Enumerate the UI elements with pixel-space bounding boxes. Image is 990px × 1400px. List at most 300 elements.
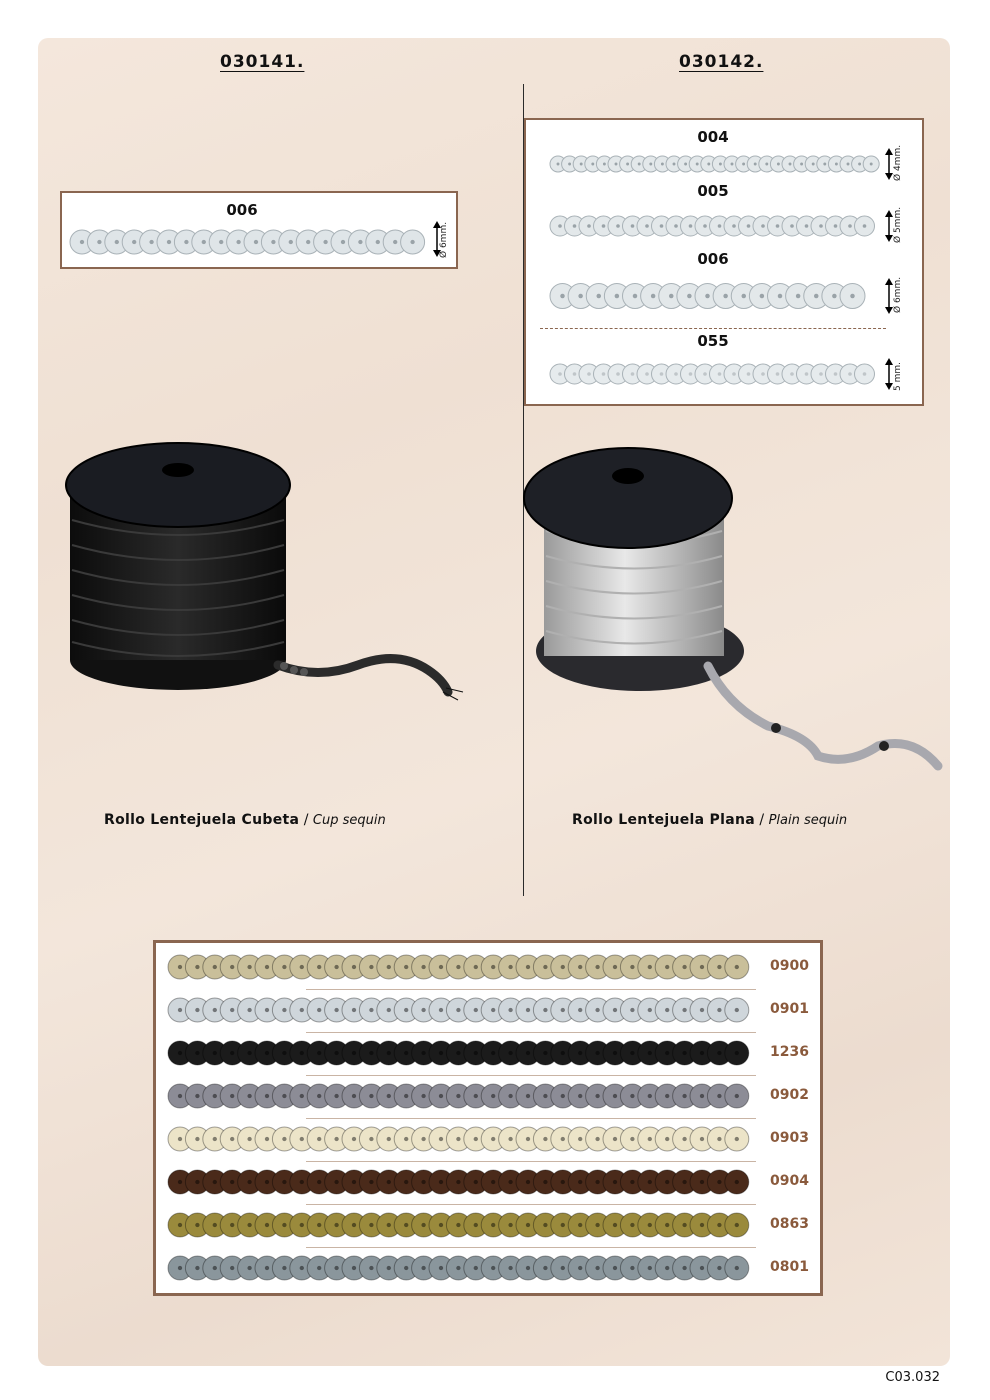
sequin-hole <box>703 224 707 228</box>
sequin-hole <box>80 240 84 244</box>
sequin-hole <box>404 1051 408 1055</box>
sequin-hole <box>213 1180 217 1184</box>
sequin-hole <box>404 965 408 969</box>
sequin-hole <box>439 1180 443 1184</box>
sequin-strip-005 <box>550 214 882 238</box>
sequin-hole <box>265 1137 269 1141</box>
sequin-hole <box>613 1008 617 1012</box>
sequin-hole <box>300 1266 304 1270</box>
dashed-separator <box>540 328 886 329</box>
sequin-hole <box>334 1008 338 1012</box>
sequin-hole <box>230 1094 234 1098</box>
sequin-hole <box>410 240 414 244</box>
sequin-hole <box>790 224 794 228</box>
sequin-hole <box>595 1094 599 1098</box>
product-code-right: 030142. <box>679 52 764 72</box>
sequin-hole <box>603 163 606 166</box>
sequin-hole <box>651 294 656 299</box>
sequin-hole <box>439 1094 443 1098</box>
sequin-hole <box>543 1051 547 1055</box>
sequin-hole <box>597 294 602 299</box>
sequin-hole <box>717 965 721 969</box>
sequin-hole <box>682 1008 686 1012</box>
sequin-hole <box>800 163 803 166</box>
sequin-hole <box>289 240 293 244</box>
sequin-hole <box>317 1008 321 1012</box>
sequin-hole <box>369 1266 373 1270</box>
sequin-hole <box>718 372 722 376</box>
sequin-hole <box>561 1008 565 1012</box>
sequin-hole <box>832 294 837 299</box>
sequin-hole <box>178 1180 182 1184</box>
sequin-hole <box>167 240 171 244</box>
sequin-hole <box>747 372 751 376</box>
sequin-hole <box>421 1223 425 1227</box>
sequin-hole <box>491 1180 495 1184</box>
sequin-hole <box>508 1223 512 1227</box>
color-sequin-strip <box>168 1168 760 1196</box>
sequin-hole <box>665 1266 669 1270</box>
sequin-hole <box>717 1180 721 1184</box>
sequin-hole <box>247 1051 251 1055</box>
sequin-hole <box>526 1137 530 1141</box>
sequin-hole <box>474 1180 478 1184</box>
sequin-hole <box>369 1223 373 1227</box>
sequin-hole <box>613 965 617 969</box>
sequin-hole <box>265 1051 269 1055</box>
sequin-hole <box>707 163 710 166</box>
sequin-hole <box>376 240 380 244</box>
sequin-hole <box>508 1266 512 1270</box>
sequin-hole <box>735 965 739 969</box>
product-code-left: 030141. <box>220 52 305 72</box>
sequin-hole <box>754 163 757 166</box>
sequin-hole <box>561 1051 565 1055</box>
color-sequin-strip <box>168 1254 760 1282</box>
sequin-hole <box>491 1051 495 1055</box>
caption-right-title: Rollo Lentejuela Plana <box>572 812 755 828</box>
sequin-hole <box>595 1223 599 1227</box>
sequin-hole <box>591 163 594 166</box>
sequin-hole <box>602 224 606 228</box>
sequin-hole <box>97 240 101 244</box>
sequin-hole <box>543 1266 547 1270</box>
sequin-hole <box>387 1223 391 1227</box>
sequin-strip-006 <box>550 282 882 310</box>
sequin-hole <box>352 965 356 969</box>
sequin-hole <box>300 1094 304 1098</box>
sequin-hole <box>578 1266 582 1270</box>
row-separator <box>306 1032 756 1033</box>
sequin-hole <box>631 372 635 376</box>
sequin-hole <box>393 240 397 244</box>
sequin-hole <box>848 372 852 376</box>
sequin-hole <box>282 1137 286 1141</box>
page-number: C03.032 <box>885 1370 940 1385</box>
sequin-hole <box>178 1094 182 1098</box>
sample-label: 006 <box>226 201 258 219</box>
sequin-hole <box>213 965 217 969</box>
sequin-hole <box>282 1094 286 1098</box>
color-sequin-strip <box>168 1039 760 1067</box>
sequin-hole <box>595 1180 599 1184</box>
sequin-hole <box>847 163 850 166</box>
sequin-hole <box>665 1008 669 1012</box>
sequin-hole <box>561 1180 565 1184</box>
sequin-hole <box>213 1137 217 1141</box>
sequin-hole <box>682 1223 686 1227</box>
sequin-hole <box>334 1180 338 1184</box>
sequin-hole <box>648 965 652 969</box>
sequin-hole <box>352 1223 356 1227</box>
sequin-hole <box>848 224 852 228</box>
sequin-hole <box>421 1094 425 1098</box>
sequin-hole <box>195 965 199 969</box>
sequin-hole <box>508 1051 512 1055</box>
sequin-hole <box>456 965 460 969</box>
sequin-hole <box>578 1223 582 1227</box>
sequin-hole <box>334 1051 338 1055</box>
sequin-hole <box>870 163 873 166</box>
sequin-hole <box>491 1223 495 1227</box>
sequin-hole <box>230 1051 234 1055</box>
sequin-hole <box>439 1223 443 1227</box>
sequin-hole <box>660 372 664 376</box>
sequin-hole <box>735 1137 739 1141</box>
sample-box-left <box>60 191 458 269</box>
sequin-hole <box>814 294 819 299</box>
sequin-hole <box>700 965 704 969</box>
sequin-hole <box>684 163 687 166</box>
sequin-hole <box>317 1137 321 1141</box>
sequin-hole <box>669 294 674 299</box>
sequin-hole <box>790 372 794 376</box>
sequin-hole <box>587 224 591 228</box>
sequin-hole <box>648 1008 652 1012</box>
sequin-hole <box>615 294 620 299</box>
sequin-hole <box>557 163 560 166</box>
sequin-hole <box>630 965 634 969</box>
sequin-hole <box>638 163 641 166</box>
sequin-hole <box>247 1223 251 1227</box>
caption-right <box>572 812 847 828</box>
sequin-hole <box>387 1008 391 1012</box>
sequin-hole <box>387 965 391 969</box>
sequin-hole <box>317 965 321 969</box>
sequin-hole <box>387 1051 391 1055</box>
sequin-hole <box>595 1051 599 1055</box>
sequin-hole <box>805 372 809 376</box>
color-sequin-strip <box>168 996 760 1024</box>
sequin-hole <box>682 1137 686 1141</box>
sample-label-006: 006 <box>697 250 729 268</box>
sequin-hole <box>735 1008 739 1012</box>
sequin-hole <box>776 372 780 376</box>
sequin-hole <box>352 1180 356 1184</box>
sequin-hole <box>717 1223 721 1227</box>
color-sequin-strip <box>168 1125 760 1153</box>
sequin-hole <box>195 1137 199 1141</box>
sequin-strip-silver <box>70 229 430 255</box>
row-separator <box>306 989 756 990</box>
sequin-hole <box>578 294 583 299</box>
sequin-hole <box>352 1051 356 1055</box>
sequin-hole <box>456 1223 460 1227</box>
color-code-label: 0900 <box>770 958 809 974</box>
sequin-hole <box>613 1223 617 1227</box>
sequin-hole <box>735 1266 739 1270</box>
sequin-hole <box>456 1180 460 1184</box>
sequin-hole <box>731 163 734 166</box>
sequin-hole <box>595 965 599 969</box>
sequin-hole <box>543 1137 547 1141</box>
sequin-hole <box>341 240 345 244</box>
sequin-hole <box>526 1223 530 1227</box>
sequin-hole <box>195 1180 199 1184</box>
sequin-hole <box>213 1008 217 1012</box>
sequin-hole <box>682 1051 686 1055</box>
sequin-hole <box>561 1266 565 1270</box>
sequin-hole <box>747 224 751 228</box>
sequin-hole <box>573 224 577 228</box>
sequin-hole <box>819 224 823 228</box>
sequin-hole <box>578 1094 582 1098</box>
sequin-hole <box>717 1008 721 1012</box>
sequin-hole <box>195 1051 199 1055</box>
sequin-hole <box>404 1266 408 1270</box>
sequin-hole <box>369 1008 373 1012</box>
row-separator <box>306 1161 756 1162</box>
color-sequin-strip <box>168 1211 760 1239</box>
sequin-hole <box>687 294 692 299</box>
sequin-hole <box>717 1051 721 1055</box>
sequin-hole <box>630 1094 634 1098</box>
sequin-hole <box>778 294 783 299</box>
sequin-hole <box>491 1008 495 1012</box>
sequin-hole <box>587 372 591 376</box>
sequin-hole <box>560 294 565 299</box>
sequin-hole <box>561 965 565 969</box>
sequin-hole <box>674 372 678 376</box>
sample-label-055: 055 <box>697 332 729 350</box>
sequin-hole <box>648 1266 652 1270</box>
sequin-hole <box>508 1180 512 1184</box>
sample-box-right <box>524 118 924 406</box>
sequin-hole <box>823 163 826 166</box>
sequin-hole <box>700 1223 704 1227</box>
sequin-hole <box>796 294 801 299</box>
sequin-hole <box>689 224 693 228</box>
sequin-hole <box>334 1223 338 1227</box>
sequin-hole <box>526 965 530 969</box>
sequin-hole <box>439 965 443 969</box>
sequin-hole <box>265 1094 269 1098</box>
color-swatches-panel <box>153 940 823 1296</box>
sequin-hole <box>352 1094 356 1098</box>
sequin-hole <box>660 224 664 228</box>
sequin-hole <box>616 372 620 376</box>
color-sequin-strip <box>168 953 760 981</box>
sequin-hole <box>613 1051 617 1055</box>
color-code-label: 0904 <box>770 1173 809 1189</box>
sequin-hole <box>630 1137 634 1141</box>
sequin-hole <box>561 1137 565 1141</box>
sequin-hole <box>474 1051 478 1055</box>
sequin-hole <box>178 1008 182 1012</box>
sequin-hole <box>317 1266 321 1270</box>
sequin-hole <box>230 1137 234 1141</box>
sequin-hole <box>456 1137 460 1141</box>
sequin-hole <box>317 1223 321 1227</box>
sequin-hole <box>387 1180 391 1184</box>
sequin-hole <box>682 1266 686 1270</box>
sequin-hole <box>195 1223 199 1227</box>
sequin-hole <box>254 240 258 244</box>
sequin-hole <box>665 1137 669 1141</box>
sequin-hole <box>665 1051 669 1055</box>
sequin-hole <box>508 1137 512 1141</box>
sequin-hole <box>178 965 182 969</box>
sequin-hole <box>369 1094 373 1098</box>
sequin-hole <box>334 1137 338 1141</box>
sequin-hole <box>178 1223 182 1227</box>
sequin-hole <box>282 1223 286 1227</box>
sequin-hole <box>404 1008 408 1012</box>
sequin-hole <box>421 965 425 969</box>
sequin-hole <box>723 294 728 299</box>
caption-right-sep: / <box>754 812 769 828</box>
sample-size: Ø 6mm. <box>439 221 449 258</box>
sequin-hole <box>300 1137 304 1141</box>
sequin-hole <box>526 1008 530 1012</box>
sequin-hole <box>195 1094 199 1098</box>
sequin-hole <box>735 1094 739 1098</box>
sequin-hole <box>578 1137 582 1141</box>
sequin-hole <box>543 1008 547 1012</box>
sequin-hole <box>543 1180 547 1184</box>
sequin-hole <box>306 240 310 244</box>
sequin-hole <box>282 965 286 969</box>
color-code-label: 0801 <box>770 1259 809 1275</box>
sequin-hole <box>387 1137 391 1141</box>
sequin-hole <box>742 163 745 166</box>
sequin-hole <box>700 1051 704 1055</box>
sequin-hole <box>648 1137 652 1141</box>
sequin-hole <box>271 240 275 244</box>
sequin-hole <box>369 965 373 969</box>
sequin-hole <box>689 372 693 376</box>
sequin-hole <box>661 163 664 166</box>
sequin-hole <box>732 372 736 376</box>
color-code-label: 0863 <box>770 1216 809 1232</box>
sequin-hole <box>265 965 269 969</box>
sequin-hole <box>247 1180 251 1184</box>
sequin-hole <box>421 1008 425 1012</box>
sequin-hole <box>578 965 582 969</box>
sequin-hole <box>682 1094 686 1098</box>
sequin-hole <box>674 224 678 228</box>
sequin-hole <box>282 1008 286 1012</box>
sequin-hole <box>682 1180 686 1184</box>
sequin-hole <box>578 1008 582 1012</box>
sequin-hole <box>558 224 562 228</box>
sequin-hole <box>474 1094 478 1098</box>
sequin-hole <box>526 1094 530 1098</box>
sequin-hole <box>282 1266 286 1270</box>
sequin-hole <box>765 163 768 166</box>
caption-right-sub: Plain sequin <box>768 813 848 828</box>
sequin-hole <box>265 1008 269 1012</box>
sequin-hole <box>648 1051 652 1055</box>
sequin-hole <box>491 1266 495 1270</box>
sequin-hole <box>665 1180 669 1184</box>
sequin-hole <box>630 1008 634 1012</box>
sequin-hole <box>178 1266 182 1270</box>
sequin-hole <box>543 965 547 969</box>
sequin-hole <box>317 1051 321 1055</box>
sequin-hole <box>282 1051 286 1055</box>
sequin-hole <box>230 1223 234 1227</box>
caption-left-sub: Cup sequin <box>312 813 386 828</box>
sequin-hole <box>835 163 838 166</box>
sequin-hole <box>474 1137 478 1141</box>
sequin-hole <box>665 1223 669 1227</box>
sequin-hole <box>850 294 855 299</box>
row-separator <box>306 1118 756 1119</box>
sequin-hole <box>595 1008 599 1012</box>
sequin-hole <box>213 1223 217 1227</box>
sequin-hole <box>369 1180 373 1184</box>
sequin-hole <box>682 965 686 969</box>
silver-sequin-spool-image <box>518 436 950 776</box>
sequin-hole <box>439 1051 443 1055</box>
sequin-hole <box>369 1051 373 1055</box>
sequin-hole <box>595 1137 599 1141</box>
sequin-hole <box>863 372 867 376</box>
sequin-hole <box>630 1180 634 1184</box>
caption-left-sep: / <box>299 812 313 828</box>
sequin-hole <box>613 1180 617 1184</box>
sequin-hole <box>149 240 153 244</box>
sequin-hole <box>230 1266 234 1270</box>
sequin-hole <box>184 240 188 244</box>
sequin-hole <box>369 1137 373 1141</box>
sequin-hole <box>561 1223 565 1227</box>
sequin-hole <box>247 1094 251 1098</box>
sequin-hole <box>645 224 649 228</box>
sequin-hole <box>404 1137 408 1141</box>
sequin-hole <box>700 1094 704 1098</box>
sequin-hole <box>352 1266 356 1270</box>
sequin-hole <box>352 1137 356 1141</box>
sequin-hole <box>573 372 577 376</box>
color-code-label: 1236 <box>770 1044 809 1060</box>
sequin-hole <box>705 294 710 299</box>
sequin-hole <box>700 1180 704 1184</box>
sequin-hole <box>421 1266 425 1270</box>
sequin-strip-055 <box>550 362 882 386</box>
sequin-hole <box>132 240 136 244</box>
sequin-hole <box>300 1180 304 1184</box>
sequin-hole <box>404 1094 408 1098</box>
sequin-hole <box>265 1266 269 1270</box>
sequin-hole <box>613 1266 617 1270</box>
sequin-hole <box>317 1180 321 1184</box>
sequin-hole <box>613 1137 617 1141</box>
sequin-hole <box>648 1180 652 1184</box>
sequin-hole <box>819 372 823 376</box>
sequin-hole <box>300 1008 304 1012</box>
